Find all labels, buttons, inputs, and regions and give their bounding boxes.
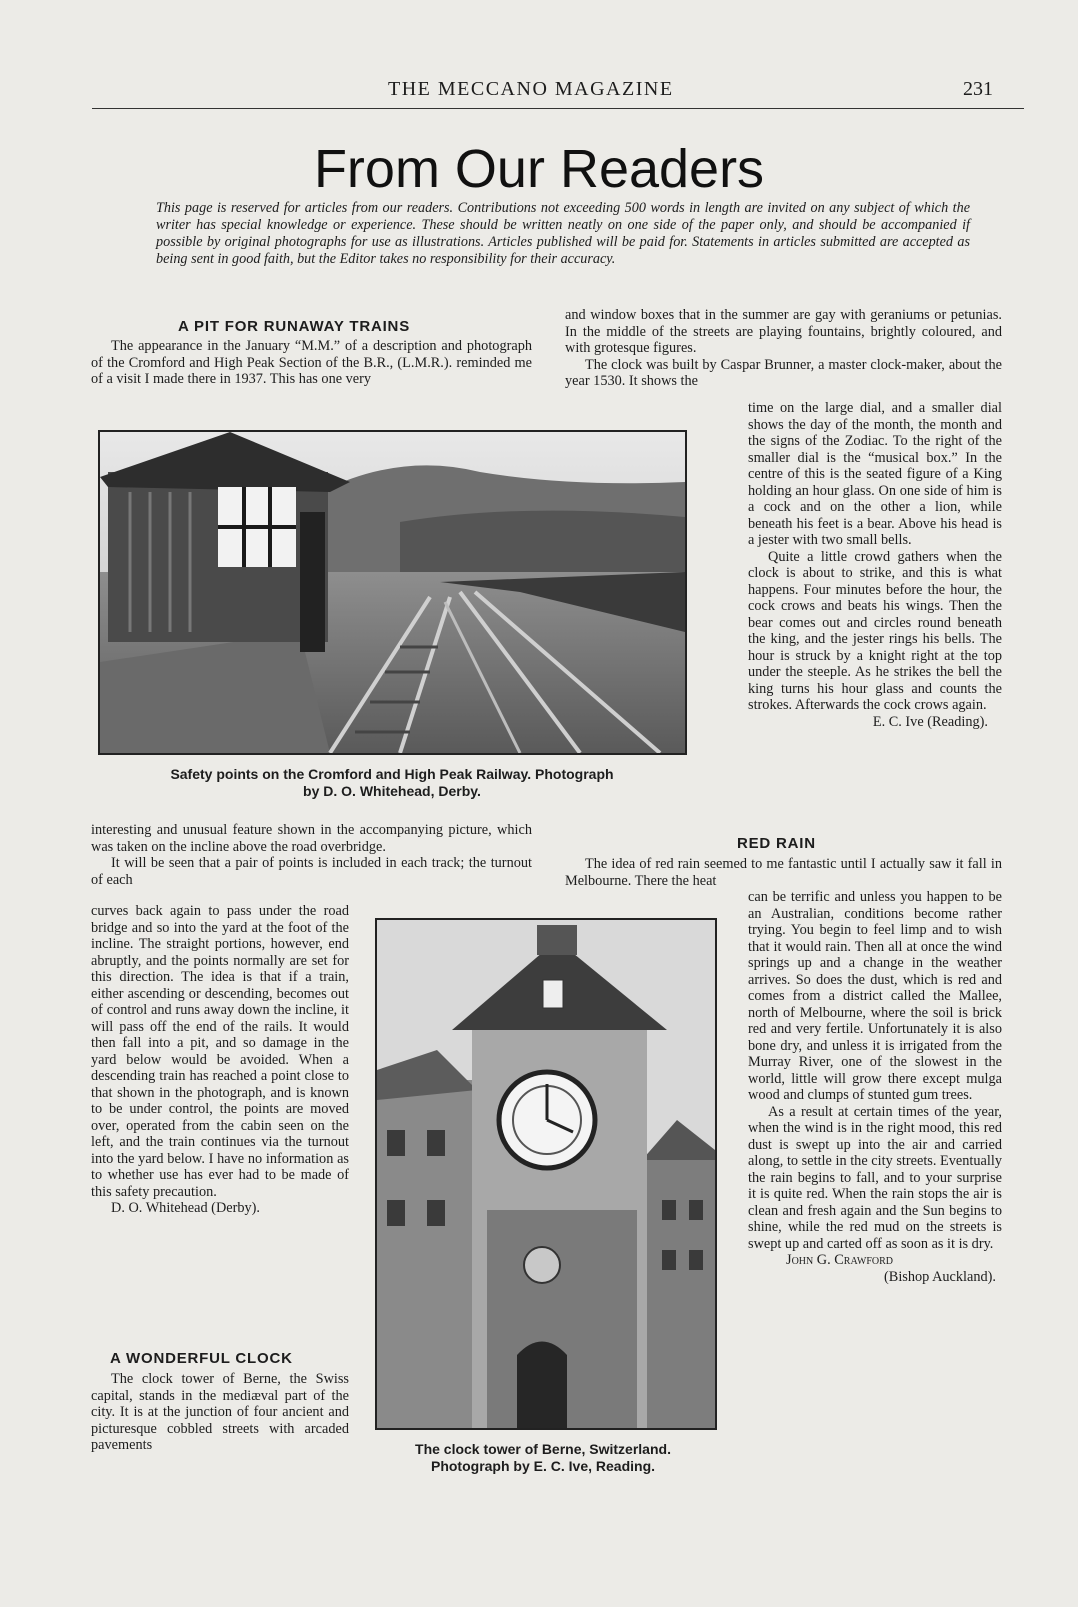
page-number: 231 — [963, 78, 993, 100]
article-red-rain-signature-place: (Bishop Auckland). — [884, 1268, 996, 1285]
article-red-rain-narrow — [748, 889, 1002, 1285]
article-pit-paragraph-2: It will be seen that a pair of points is included in each track; the turnout of each — [91, 855, 532, 888]
article-clock-narrow — [748, 400, 1002, 730]
article-clock-paragraph-2: The clock was built by Caspar Brunner, a master clock-maker, about the year 1530. It shows the — [565, 356, 1002, 389]
article-clock-continued — [565, 307, 1002, 390]
article-pit-paragraph-2-cont: curves back again to pass under the road bridge and so into the yard at the foot of the incline. The straight portions, however, end abruptly, and the points normally are set for this direction. The idea is that if a train, either ascending or descending, becomes out of control and runs away down the incline, it will pass off the end of the rails. It would then fall into a pit, and so damage in the yard below would be avoided. When a descending train has reached a point close to that shown in the photograph, and is known to be under control, the points are moved over, operated from the cabin seen on the left, and the train continues via the turnout into the yard below. I have no information as to whether use has ever had to be made of this safety precaution. — [91, 903, 349, 1200]
article-heading-red-rain: RED RAIN — [737, 835, 816, 852]
railway-photo-image — [100, 432, 685, 753]
magazine-title: THE MECCANO MAGAZINE — [388, 78, 674, 100]
intro-note: This page is reserved for articles from our readers. Contributions not exceeding 500 words in length are invited on any subject of which the writer has special knowledge or experience. These should be written neatly on one side of the paper only, and should be accompanied if possible by original photographs for use as illustrations. Articles published will be paid for. Statements in articles submitted are accepted as being sent in good faith, but the Editor takes no responsibility for their accuracy. — [156, 200, 970, 267]
railway-photo — [98, 430, 687, 755]
article-clock-paragraph-1-cont: and window boxes that in the summer are gay with geraniums or petunias. In the middle of the streets are playing fountains, brightly coloured, and with grotesque figures. — [565, 307, 1002, 356]
article-clock-signature: E. C. Ive (Reading). — [872, 713, 988, 730]
article-pit-paragraph-cont: interesting and unusual feature shown in the accompanying picture, which was taken on the incline above the road overbridge. — [91, 822, 532, 855]
article-red-rain-paragraph-1: The idea of red rain seemed to me fantastic until I actually saw it fall in Melbourne. There the heat — [565, 856, 1002, 889]
page-title: From Our Readers — [313, 139, 765, 199]
article-red-rain-intro — [565, 856, 1002, 889]
article-pit-continued — [91, 822, 532, 888]
clock-photo-caption — [370, 1441, 716, 1475]
article-pit-signature: D. O. Whitehead (Derby). — [111, 1200, 261, 1216]
header-rule — [92, 108, 1024, 109]
article-pit-paragraph: The appearance in the January “M.M.” of a description and photograph of the Cromford and High Peak Section of the B.R., (L.M.R.). reminded me of a visit I made there in 1937. This has one very — [91, 338, 532, 387]
clock-caption-line2: Photograph by E. C. Ive, Reading. — [430, 1458, 656, 1474]
railway-photo-caption — [92, 766, 692, 800]
article-red-rain-signature-name: John G. Crawford — [786, 1252, 894, 1268]
clock-caption-line1: The clock tower of Berne, Switzerland. — [415, 1441, 671, 1457]
article-clock-paragraph-2-cont: time on the large dial, and a smaller dial shows the day of the month, the month and the signs of the Zodiac. To the right of the smaller dial is the “musical box.” In the centre of this is the seated figure of a King holding an hour glass. On one side of him is a cock and on the other a lion, while beneath his feet is a bear. Above his head is a jester with two small bells. — [748, 400, 1002, 548]
article-pit-narrow — [91, 903, 349, 1217]
article-clock-paragraph-3: Quite a little crowd gathers when the clock is about to strike, and this is what happens. Four minutes before the hour, the cock crows and beats his wings. Then the bear comes out and circles round beneath the king, and the jester rings his bells. The hour is struck by a knight right at the top under the steeple. As he strikes the bell the king turns his hour glass and counts the strokes. Afterwards the cock crows again. — [748, 548, 1002, 713]
railway-caption-line2: by D. O. Whitehead, Derby. — [303, 783, 481, 799]
clock-tower-photo — [375, 918, 717, 1430]
article-pit-intro — [91, 338, 532, 388]
article-red-rain-paragraph-1-cont: can be terrific and unless you happen to be an Australian, conditions become rather trying. You begin to feel limp and to wish that it would rain. Then all at once the wind springs up and a change in the weather arrives. So does the dust, which is red and comes from a district called the Mallee, north of Melbourne, where the soil is brick red and very fertile. Unfortunately it is also bone dry, and unless it is irrigated from the Murray River, one of the slowest in the world, little will grow there except mulga wood and clumps of stunted gum trees. — [748, 889, 1002, 1103]
clock-tower-image — [377, 920, 715, 1428]
article-clock-intro — [91, 1371, 349, 1454]
article-clock-paragraph-1: The clock tower of Berne, the Swiss capital, stands in the mediæval part of the city. It is at the junction of four ancient and picturesque cobbled streets with arcaded pavements — [91, 1371, 349, 1453]
article-red-rain-paragraph-2: As a result at certain times of the year, when the wind is in the right mood, this red dust is swept up into the air and carried along, to settle in the city streets. Eventually the rain begins to fall, and to your surprise it is quite red. When the rain stops the air is clean and fresh again and the Sun begins to shine, while the red mud on the streets is swept up and carted off as soon as it is dry. — [748, 1103, 1002, 1252]
article-heading-clock: A WONDERFUL CLOCK — [110, 1350, 293, 1367]
article-heading-pit: A PIT FOR RUNAWAY TRAINS — [178, 318, 410, 335]
railway-caption-line1: Safety points on the Cromford and High Peak Railway. Photograph — [170, 766, 614, 782]
